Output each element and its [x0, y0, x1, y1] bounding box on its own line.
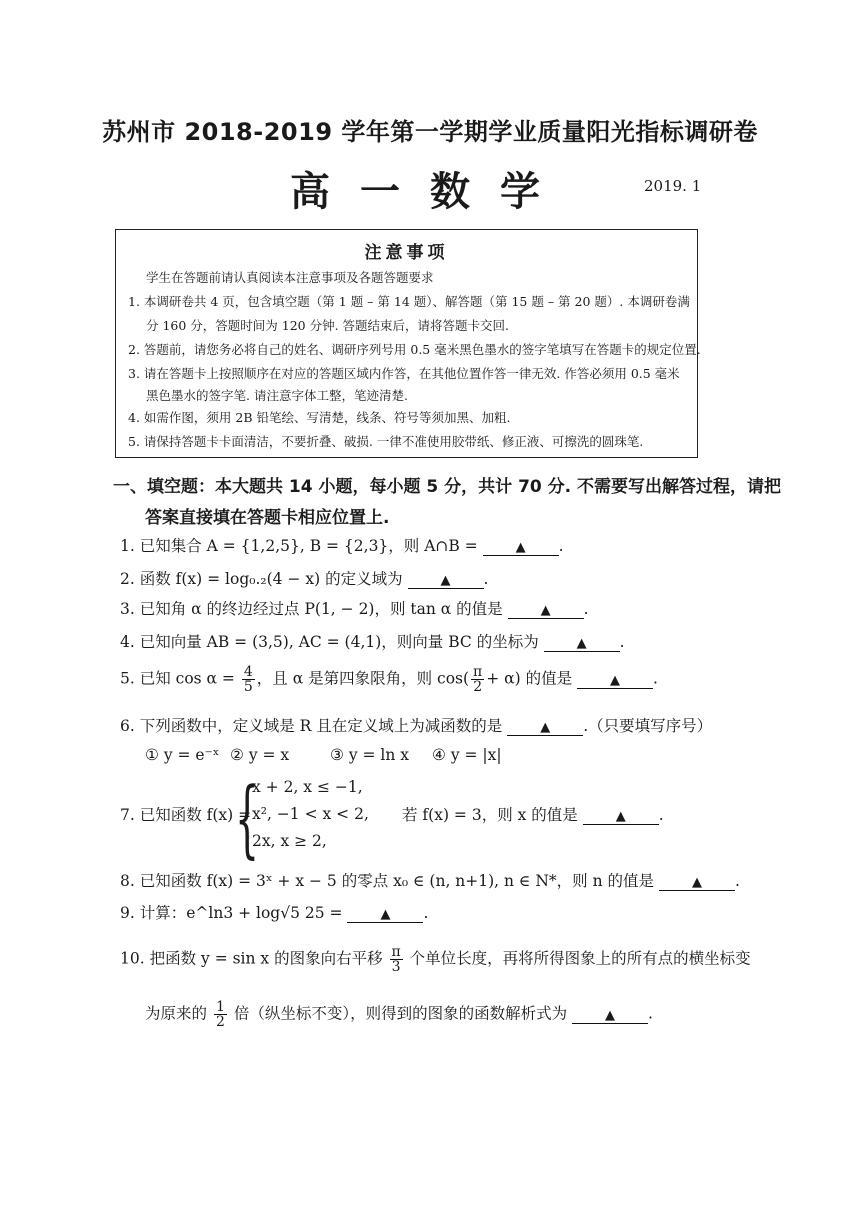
question-text: 6. 下列函数中，定义域是 R 且在定义域上为减函数的是: [120, 717, 503, 735]
notice-item: 1. 本调研卷共 4 页，包含填空题（第 1 题 – 第 14 题）、解答题（第 15 题 – 第 20 题）. 本调研卷满: [128, 294, 690, 309]
question-7-label: 7. 已知函数 f(x) =: [120, 806, 252, 824]
question-text: 2. 函数 f(x) = log₀.₂(4 − x) 的定义域为: [120, 570, 403, 588]
triangle-icon: ▲: [605, 1007, 616, 1023]
subject-title: 高一数学: [290, 169, 570, 215]
numerator: 4: [243, 664, 253, 680]
answer-blank[interactable]: [659, 873, 735, 891]
punct: .: [558, 537, 564, 555]
question-text: + α) 的值是: [486, 669, 573, 688]
triangle-icon: ▲: [380, 907, 391, 922]
denominator: 2: [215, 1014, 225, 1030]
question-text: 5. 已知 cos α =: [120, 669, 235, 688]
punct: .: [653, 669, 658, 688]
question-hint: .（只要填写序号）: [583, 717, 713, 735]
question-6: [120, 714, 712, 736]
answer-blank[interactable]: [507, 718, 583, 736]
triangle-icon: ▲: [691, 875, 702, 890]
denominator: 5: [243, 679, 253, 695]
answer-blank[interactable]: [483, 538, 559, 556]
triangle-icon: ▲: [540, 720, 551, 735]
punct: .: [423, 904, 429, 922]
answer-blank[interactable]: [577, 671, 653, 689]
question-8: [120, 869, 740, 891]
punct: .: [648, 1004, 653, 1023]
fraction: [390, 945, 403, 974]
option: ① y = e⁻ˣ: [145, 746, 220, 764]
question-text: 倍（纵坐标不变），则得到的图象的函数解析式为: [233, 1004, 568, 1023]
option: ③ y = ln x: [330, 746, 410, 764]
question-text: 10. 把函数 y = sin x 的图象向右平移: [120, 949, 383, 968]
question-text: 4. 已知向量 AB = (3,5), AC = (4,1)，则向量 BC 的坐标为: [120, 633, 539, 651]
denominator: 3: [391, 959, 401, 975]
question-9: [120, 901, 428, 923]
question-text: 3. 已知角 α 的终边经过点 P(1, − 2)，则 tan α 的值是: [120, 600, 503, 618]
notice-item: 3. 请在答题卡上按照顺序在对应的答题区域内作答，在其他位置作答一律无效. 作答必须用 0.5 毫米: [128, 366, 680, 381]
section-heading-cont: 答案直接填在答题卡相应位置上.: [145, 508, 390, 528]
numerator: 1: [215, 999, 225, 1015]
question-4: [120, 630, 625, 652]
question-10-cont: [145, 1000, 653, 1029]
fraction: [471, 665, 484, 694]
question-text: ，且 α 是第四象限角，则 cos(: [256, 669, 470, 688]
question-1: [120, 534, 564, 556]
notice-item: 黑色墨水的签字笔. 请注意字体工整，笔迹清楚.: [146, 388, 408, 403]
answer-blank[interactable]: [572, 1006, 648, 1024]
exam-date: 2019. 1: [644, 177, 702, 195]
punct: .: [483, 570, 489, 588]
numerator: π: [391, 944, 401, 960]
punct: .: [658, 806, 664, 824]
punct: .: [734, 872, 740, 890]
notice-item: 2. 答题前，请您务必将自己的姓名、调研序列号用 0.5 毫米黑色墨水的签字笔填写在答题卡的规定位置.: [128, 342, 701, 357]
notice-intro: 学生在答题前请认真阅读本注意事项及各题答题要求: [146, 270, 434, 285]
triangle-icon: ▲: [515, 540, 526, 555]
question-text: 为原来的: [145, 1004, 208, 1023]
answer-blank[interactable]: [408, 571, 484, 589]
question-3: [120, 597, 589, 619]
question-text: 若 f(x) = 3，则 x 的值是: [402, 806, 578, 824]
answer-blank[interactable]: [544, 634, 620, 652]
option: ④ y = |x|: [432, 746, 502, 764]
notice-title: 注意事项: [364, 243, 449, 263]
fraction: [242, 665, 255, 694]
option: ② y = x: [230, 746, 290, 764]
triangle-icon: ▲: [576, 636, 587, 651]
punct: .: [583, 600, 589, 618]
piecewise-case: x², −1 < x < 2,: [252, 805, 369, 823]
notice-item: 5. 请保持答题卡卡面清洁，不要折叠、破损. 一律不准使用胶带纸、修正液、可擦洗的圆珠笔.: [128, 434, 644, 449]
notice-item: 分 160 分，答题时间为 120 分钟. 答题结束后，请将答题卡交回.: [146, 318, 510, 333]
section-heading: 一、填空题：本大题共 14 小题，每小题 5 分，共计 70 分. 不需要写出解答过程，请把: [113, 477, 782, 497]
answer-blank[interactable]: [583, 807, 659, 825]
punct: .: [619, 633, 625, 651]
triangle-icon: ▲: [540, 603, 551, 618]
triangle-icon: ▲: [610, 672, 621, 688]
triangle-icon: ▲: [615, 809, 626, 824]
fraction: [214, 1000, 227, 1029]
notice-item: 4. 如需作图，须用 2B 铅笔绘、写清楚，线条、符号等须加黑、加粗.: [128, 410, 511, 425]
answer-blank[interactable]: [347, 905, 423, 923]
question-text: 个单位长度，再将所得图象上的所有点的横坐标变: [409, 949, 751, 968]
piecewise-case: 2x, x ≥ 2,: [252, 832, 327, 850]
question-text: 1. 已知集合 A = {1,2,5}, B = {2,3}，则 A∩B =: [120, 537, 478, 555]
answer-blank[interactable]: [508, 601, 584, 619]
question-text: 9. 计算：e^ln3 + log√5 25 =: [120, 904, 343, 922]
denominator: 2: [473, 679, 483, 695]
question-text: 8. 已知函数 f(x) = 3ˣ + x − 5 的零点 x₀ ∈ (n, n+1), n ∈ N*，则 n 的值是: [120, 872, 654, 890]
question-10: [120, 945, 751, 974]
question-2: [120, 567, 488, 589]
brace-icon: {: [235, 769, 260, 867]
school-title: 苏州市 2018-2019 学年第一学期学业质量阳光指标调研卷: [102, 118, 758, 146]
question-5: [120, 665, 658, 694]
triangle-icon: ▲: [440, 573, 451, 588]
piecewise-case: x + 2, x ≤ −1,: [252, 778, 363, 796]
numerator: π: [473, 664, 483, 680]
question-7-tail: [402, 803, 664, 825]
notice-box: [115, 229, 701, 458]
